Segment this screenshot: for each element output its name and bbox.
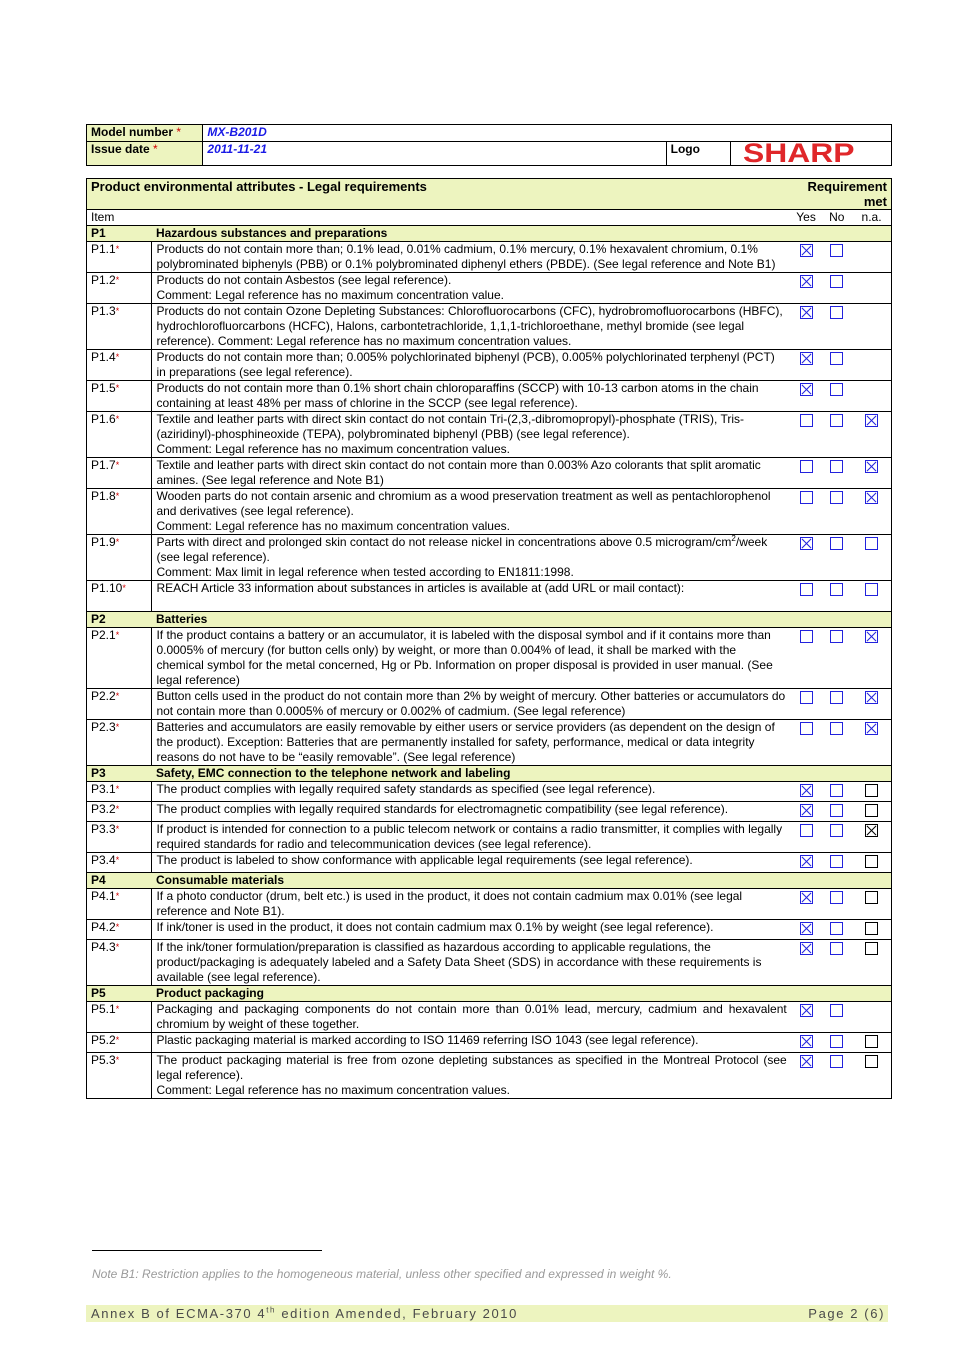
- checkbox-cell-na: [852, 489, 891, 535]
- item-id: P1.10*: [87, 581, 152, 612]
- checkbox-no[interactable]: [830, 414, 843, 427]
- checkbox-cell-no: [821, 920, 852, 940]
- checkbox-no[interactable]: [830, 1035, 843, 1048]
- checkbox-yes[interactable]: [800, 583, 813, 596]
- checkbox-cell-na: [852, 412, 891, 458]
- checkbox-na[interactable]: [865, 537, 878, 550]
- section-row-p3: [87, 766, 892, 782]
- checkbox-cell-yes: [791, 1033, 822, 1053]
- checkbox-no[interactable]: [830, 784, 843, 797]
- checkbox-yes[interactable]: [800, 942, 813, 955]
- footnote: Note B1: Restriction applies to the homogeneous material, unless other specified and expressed in weight %.: [92, 1267, 672, 1281]
- checkbox-cell-yes: [791, 889, 822, 920]
- checkbox-cell-no: [821, 853, 852, 873]
- item-description: Products do not contain Ozone Depleting Substances: Chlorofluorocarbons (CFC), hydrobromofluorocarbons (HBFC), hydrochlorofluorcarbons (HCFC), Halons, carbontetrachloride, 1,1,1-trichloroethane, methyl bromide (see legal reference). Comment: Legal reference has no maximum concentration values.: [152, 304, 791, 350]
- checkbox-cell-na: [852, 458, 891, 489]
- table-row: [87, 242, 892, 273]
- checkbox-yes[interactable]: [800, 691, 813, 704]
- checkbox-cell-yes: [791, 412, 822, 458]
- checkbox-no[interactable]: [830, 691, 843, 704]
- checkbox-cell-no: [821, 381, 852, 412]
- checkbox-cell-na: [852, 689, 891, 720]
- checkbox-cell-na: [852, 802, 891, 822]
- checkbox-cell-na: [852, 1002, 891, 1033]
- checkbox-cell-na: [852, 1053, 891, 1099]
- checkbox-cell-na: [852, 304, 891, 350]
- item-description: If product is intended for connection to a public telecom network or contains a radio transmitter, it complies with legally required standards for radio and telecommunication devices (see legal reference).: [152, 822, 791, 853]
- checkbox-cell-no: [821, 940, 852, 986]
- checkbox-cell-yes: [791, 628, 822, 689]
- checkbox-no[interactable]: [830, 306, 843, 319]
- checkbox-cell-no: [821, 412, 852, 458]
- table-row: [87, 381, 892, 412]
- footnote-divider: [92, 1250, 322, 1251]
- item-description: Parts with direct and prolonged skin contact do not release nickel in concentrations above 0.5 microgram/$cm^2$/week (see legal reference). Comment: Max limit in legal reference when tested according to EN1811:1998.: [152, 535, 791, 581]
- item-id: P1.5*: [87, 381, 152, 412]
- item-id: P2.3*: [87, 720, 152, 766]
- item-id: P1.4*: [87, 350, 152, 381]
- table-row: [87, 458, 892, 489]
- item-id: P3.3*: [87, 822, 152, 853]
- checkbox-no[interactable]: [830, 630, 843, 643]
- item-id: P4.1*: [87, 889, 152, 920]
- table-row: [87, 782, 892, 802]
- checkbox-cell-na: [852, 350, 891, 381]
- item-description: If the product contains a battery or an accumulator, it is labeled with the disposal symbol and if it contains more than 0.0005% of mercury (for button cells only) by weight, or more than 0.004% of lead, it shall be marked with the chemical symbol for the metal concerned, Hg or Pb. Information on proper disposal is provided in user manual. (See legal reference): [152, 628, 791, 689]
- checkbox-no[interactable]: [830, 922, 843, 935]
- checkbox-cell-na: [852, 1033, 891, 1053]
- checkbox-cell-na: [852, 535, 891, 581]
- checkbox-cell-no: [821, 822, 852, 853]
- checkbox-cell-na: [852, 242, 891, 273]
- table-row: [87, 889, 892, 920]
- checkbox-yes[interactable]: [800, 922, 813, 935]
- checkbox-cell-na: [852, 889, 891, 920]
- section-row-p5: [87, 986, 892, 1002]
- checkbox-cell-na: [852, 628, 891, 689]
- item-id: P3.1*: [87, 782, 152, 802]
- checkbox-no[interactable]: [830, 1055, 843, 1068]
- checkbox-cell-no: [821, 1002, 852, 1033]
- section-title: Safety, EMC connection to the telephone network and labeling: [152, 766, 892, 782]
- checkbox-no[interactable]: [830, 1004, 843, 1017]
- checkbox-cell-na: [852, 581, 891, 612]
- checkbox-yes[interactable]: [800, 244, 813, 257]
- checkbox-cell-yes: [791, 350, 822, 381]
- table-row: [87, 535, 892, 581]
- table-row: [87, 720, 892, 766]
- checkbox-cell-yes: [791, 940, 822, 986]
- checkbox-na[interactable]: [865, 922, 878, 935]
- item-id: P4.3*: [87, 940, 152, 986]
- table-row: [87, 1002, 892, 1033]
- checkbox-cell-no: [821, 273, 852, 304]
- requirement-met-header: Requirement met: [791, 179, 892, 210]
- item-id: P5.1*: [87, 1002, 152, 1033]
- checkbox-cell-no: [821, 889, 852, 920]
- checkbox-cell-na: [852, 782, 891, 802]
- section-code: P1: [87, 226, 152, 242]
- issue-date-label: Issue date *: [87, 142, 203, 166]
- table-row: [87, 412, 892, 458]
- checkbox-na[interactable]: [865, 891, 878, 904]
- checkbox-cell-no: [821, 581, 852, 612]
- checkbox-na[interactable]: [865, 1035, 878, 1048]
- checkbox-cell-no: [821, 689, 852, 720]
- item-description: If ink/toner is used in the product, it does not contain cadmium max 0.1% by weight (see legal reference).: [152, 920, 791, 940]
- section-code: P5: [87, 986, 152, 1002]
- checkbox-cell-yes: [791, 489, 822, 535]
- checkbox-na[interactable]: [865, 491, 878, 504]
- checkbox-cell-yes: [791, 273, 822, 304]
- checkbox-yes[interactable]: [800, 460, 813, 473]
- checkbox-na[interactable]: [865, 583, 878, 596]
- item-id: P3.2*: [87, 802, 152, 822]
- checkbox-no[interactable]: [830, 275, 843, 288]
- item-description: Products do not contain Asbestos (see legal reference). Comment: Legal reference has no maximum concentration value.: [152, 273, 791, 304]
- checkbox-no[interactable]: [830, 244, 843, 257]
- item-description: The product complies with legally required standards for electromagnetic compatibility (see legal reference).: [152, 802, 791, 822]
- section-title: Hazardous substances and preparations: [152, 226, 892, 242]
- page-footer: [86, 1305, 888, 1322]
- item-description: The product packaging material is free from ozone depleting substances as specified in the Montreal Protocol (see legal reference). Comment: Legal reference has no maximum concentration values.: [152, 1053, 791, 1099]
- item-id: P5.2*: [87, 1033, 152, 1053]
- section-row-p2: [87, 612, 892, 628]
- requirements-table: [86, 178, 892, 1099]
- item-description: The product complies with legally required safety standards as specified (see legal reference).: [152, 782, 791, 802]
- item-description: Wooden parts do not contain arsenic and chromium as a wood preservation treatment as well as pentachlorophenol and derivatives (see legal reference). Comment: Legal reference has no maximum concentration values.: [152, 489, 791, 535]
- section-code: P3: [87, 766, 152, 782]
- table-title-row: [87, 179, 892, 210]
- checkbox-yes[interactable]: [800, 491, 813, 504]
- checkbox-no[interactable]: [830, 583, 843, 596]
- section-title: Batteries: [152, 612, 892, 628]
- checkbox-yes[interactable]: [800, 414, 813, 427]
- table-row: [87, 920, 892, 940]
- table-row: [87, 1053, 892, 1099]
- item-id: P1.3*: [87, 304, 152, 350]
- section-title: Product packaging: [152, 986, 892, 1002]
- item-description: Plastic packaging material is marked according to ISO 11469 referring ISO 1043 (see legal reference).: [152, 1033, 791, 1053]
- checkbox-na[interactable]: [865, 1055, 878, 1068]
- section-row-p1: [87, 226, 892, 242]
- checkbox-no[interactable]: [830, 537, 843, 550]
- checkbox-yes[interactable]: [800, 537, 813, 550]
- checkbox-cell-yes: [791, 1053, 822, 1099]
- item-description: Batteries and accumulators are easily removable by either users or service providers (as dependent on the design of the product). Exception: Batteries that are permanently installed for safety, performance, medical or data integrity reasons do not have to be “easily removable”. (See legal reference): [152, 720, 791, 766]
- checkbox-na[interactable]: [865, 784, 878, 797]
- item-id: P5.3*: [87, 1053, 152, 1099]
- checkbox-cell-na: [852, 720, 891, 766]
- table-row: [87, 304, 892, 350]
- item-id: P1.7*: [87, 458, 152, 489]
- item-id: P1.9*: [87, 535, 152, 581]
- checkbox-cell-yes: [791, 822, 822, 853]
- item-description: Textile and leather parts with direct skin contact do not contain more than 0.003% Azo colorants that split aromatic amines. (See legal reference and Note B1): [152, 458, 791, 489]
- item-id: P4.2*: [87, 920, 152, 940]
- item-description: Button cells used in the product do not contain more than 2% by weight of mercury. Other batteries or accumulators do not contain more than 0.0005% of mercury or 0.002% of cadmium. (See legal reference): [152, 689, 791, 720]
- model-number-value: MX-B201D: [203, 125, 892, 142]
- table-row: [87, 1033, 892, 1053]
- item-id: P1.8*: [87, 489, 152, 535]
- checkbox-na[interactable]: [865, 824, 878, 837]
- checkbox-cell-yes: [791, 782, 822, 802]
- checkbox-na[interactable]: [865, 414, 878, 427]
- checkbox-na[interactable]: [865, 804, 878, 817]
- item-description: The product is labeled to show conformance with applicable legal requirements (see legal reference).: [152, 853, 791, 873]
- col-no: No: [821, 210, 852, 226]
- checkbox-no[interactable]: [830, 460, 843, 473]
- checkbox-yes[interactable]: [800, 1035, 813, 1048]
- checkbox-no[interactable]: [830, 824, 843, 837]
- table-row: [87, 350, 892, 381]
- checkbox-cell-na: [852, 920, 891, 940]
- checkbox-yes[interactable]: [800, 275, 813, 288]
- item-description: Products do not contain more than 0.1% short chain chloroparaffins (SCCP) with 10-13 carbon atoms in the chain containing at least 48% per mass of chlorine in the SCCP (see legal reference).: [152, 381, 791, 412]
- checkbox-no[interactable]: [830, 352, 843, 365]
- table-row: [87, 489, 892, 535]
- footer-annex: Annex B of ECMA-370 4th edition Amended, February 2010: [91, 1305, 518, 1321]
- checkbox-cell-no: [821, 628, 852, 689]
- checkbox-cell-yes: [791, 802, 822, 822]
- sharp-logo: SHARP: [731, 142, 892, 166]
- checkbox-cell-na: [852, 822, 891, 853]
- checkbox-no[interactable]: [830, 855, 843, 868]
- checkbox-cell-no: [821, 350, 852, 381]
- checkbox-cell-na: [852, 853, 891, 873]
- header-table: [86, 124, 892, 166]
- table-row: [87, 822, 892, 853]
- column-header-row: [87, 210, 892, 226]
- checkbox-cell-yes: [791, 458, 822, 489]
- section-row-p4: [87, 873, 892, 889]
- checkbox-cell-yes: [791, 920, 822, 940]
- item-id: P1.1*: [87, 242, 152, 273]
- item-description: REACH Article 33 information about substances in articles is available at (add URL or mail contact):: [152, 581, 791, 612]
- checkbox-yes[interactable]: [800, 1055, 813, 1068]
- checkbox-cell-yes: [791, 535, 822, 581]
- logo-label: Logo: [666, 142, 731, 166]
- checkbox-cell-yes: [791, 1002, 822, 1033]
- checkbox-yes[interactable]: [800, 891, 813, 904]
- checkbox-na[interactable]: [865, 942, 878, 955]
- checkbox-no[interactable]: [830, 942, 843, 955]
- table-row: [87, 802, 892, 822]
- table-row: [87, 581, 892, 612]
- col-yes: Yes: [791, 210, 822, 226]
- checkbox-no[interactable]: [830, 804, 843, 817]
- checkbox-cell-yes: [791, 581, 822, 612]
- checkbox-yes[interactable]: [800, 722, 813, 735]
- checkbox-yes[interactable]: [800, 855, 813, 868]
- item-description: Products do not contain more than; 0.1% lead, 0.01% cadmium, 0.1% mercury, 0.1% hexavalent chromium, 0.1% polybrominated biphenyls (PBB) or 0.1% polybrominated diphenyl ethers (PBDE). (See legal reference and Note B1): [152, 242, 791, 273]
- checkbox-cell-no: [821, 458, 852, 489]
- checkbox-no[interactable]: [830, 383, 843, 396]
- table-row: [87, 689, 892, 720]
- checkbox-cell-yes: [791, 304, 822, 350]
- table-title: Product environmental attributes - Legal requirements: [87, 179, 791, 210]
- checkbox-cell-na: [852, 273, 891, 304]
- checkbox-cell-no: [821, 242, 852, 273]
- checkbox-cell-no: [821, 782, 852, 802]
- section-title: Consumable materials: [152, 873, 892, 889]
- checkbox-cell-no: [821, 535, 852, 581]
- checkbox-cell-na: [852, 940, 891, 986]
- section-code: P2: [87, 612, 152, 628]
- item-id: P1.6*: [87, 412, 152, 458]
- checkbox-cell-no: [821, 489, 852, 535]
- item-description: Products do not contain more than; 0.005% polychlorinated biphenyl (PCB), 0.005% polychlorinated terphenyl (PCT) in preparations (see legal reference).: [152, 350, 791, 381]
- col-na: n.a.: [852, 210, 891, 226]
- checkbox-cell-no: [821, 304, 852, 350]
- model-number-label: Model number *: [87, 125, 203, 142]
- item-description: Packaging and packaging components do not contain more than 0.01% lead, mercury, cadmium and hexavalent chromium by weight of these together.: [152, 1002, 791, 1033]
- checkbox-yes[interactable]: [800, 1004, 813, 1017]
- item-id: P2.1*: [87, 628, 152, 689]
- item-description: Textile and leather parts with direct skin contact do not contain Tri-(2,3,-dibromopropyl)-phosphate (TRIS), Tris-(aziridinyl)-phosphineoxide (TEPA), polybrominated biphenyl (PBB) (see legal reference). Comment: Legal reference has no maximum concentration values.: [152, 412, 791, 458]
- table-row: [87, 940, 892, 986]
- table-row: [87, 853, 892, 873]
- checkbox-cell-na: [852, 381, 891, 412]
- checkbox-no[interactable]: [830, 491, 843, 504]
- checkbox-no[interactable]: [830, 722, 843, 735]
- checkbox-yes[interactable]: [800, 784, 813, 797]
- item-description: If the ink/toner formulation/preparation is classified as hazardous according to applicable regulations, the product/packaging is adequately labeled and a Safety Data Sheet (SDS) in accordance with these requirements is available (see legal reference).: [152, 940, 791, 986]
- checkbox-yes[interactable]: [800, 630, 813, 643]
- item-id: P1.2*: [87, 273, 152, 304]
- table-row: [87, 273, 892, 304]
- col-item: Item: [87, 210, 791, 226]
- checkbox-yes[interactable]: [800, 824, 813, 837]
- checkbox-na[interactable]: [865, 691, 878, 704]
- checkbox-no[interactable]: [830, 891, 843, 904]
- checkbox-cell-no: [821, 720, 852, 766]
- checkbox-cell-no: [821, 1033, 852, 1053]
- checkbox-yes[interactable]: [800, 804, 813, 817]
- checkbox-cell-yes: [791, 242, 822, 273]
- checkbox-cell-yes: [791, 853, 822, 873]
- checkbox-cell-yes: [791, 720, 822, 766]
- issue-date-value: 2011-11-21: [203, 142, 666, 166]
- checkbox-na[interactable]: [865, 460, 878, 473]
- checkbox-na[interactable]: [865, 630, 878, 643]
- checkbox-yes[interactable]: [800, 352, 813, 365]
- table-row: [87, 628, 892, 689]
- item-description: If a photo conductor (drum, belt etc.) is used in the product, it does not contain cadmium max 0.01% (see legal reference and Note B1).: [152, 889, 791, 920]
- item-id: P2.2*: [87, 689, 152, 720]
- checkbox-na[interactable]: [865, 722, 878, 735]
- item-id: P3.4*: [87, 853, 152, 873]
- checkbox-na[interactable]: [865, 855, 878, 868]
- checkbox-cell-no: [821, 802, 852, 822]
- checkbox-cell-yes: [791, 689, 822, 720]
- section-code: P4: [87, 873, 152, 889]
- checkbox-yes[interactable]: [800, 383, 813, 396]
- checkbox-yes[interactable]: [800, 306, 813, 319]
- checkbox-cell-no: [821, 1053, 852, 1099]
- checkbox-cell-yes: [791, 381, 822, 412]
- footer-page-number: Page 2 (6): [808, 1306, 885, 1321]
